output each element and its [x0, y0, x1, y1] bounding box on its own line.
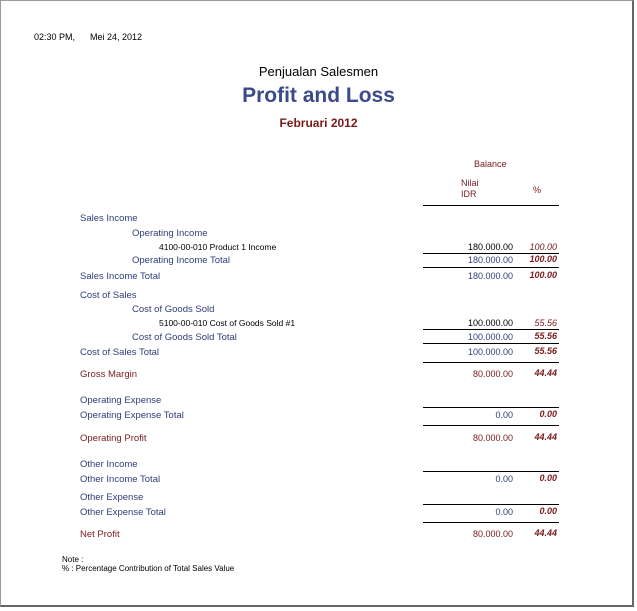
sales-income-total-pct: 100.00: [529, 270, 557, 280]
report-title: Profit and Loss: [242, 84, 395, 107]
operating-expense-heading: Operating Expense: [80, 395, 162, 406]
header-rule: [423, 205, 559, 206]
operating-income-total-pct: 100.00: [529, 254, 557, 264]
rule: [423, 504, 559, 505]
net-profit-pct: 44.44: [534, 528, 557, 538]
rule: [423, 267, 559, 268]
cost-of-sales-total-value: 100.000.00: [467, 347, 513, 357]
cost-of-sales-total-pct: 55.56: [534, 346, 557, 356]
currency-header: IDR: [461, 189, 477, 199]
rule: [423, 471, 559, 472]
nilai-header: Nilai: [461, 178, 479, 188]
operating-expense-total-value: 0.00: [495, 410, 513, 420]
cogs-total-pct: 55.56: [534, 331, 557, 341]
operating-profit-pct: 44.44: [534, 432, 557, 442]
balance-header: Balance: [474, 159, 507, 169]
net-profit-label: Net Profit: [80, 529, 120, 540]
sales-income-heading: Sales Income: [80, 213, 138, 224]
cost-of-sales-heading: Cost of Sales: [80, 290, 137, 301]
percent-header: %: [533, 185, 542, 195]
cogs-total-value: 100.000.00: [467, 332, 513, 342]
rule: [423, 343, 559, 344]
note-text: % : Percentage Contribution of Total Sales Value: [62, 564, 235, 573]
cogs1-label: 5100-00-010 Cost of Goods Sold #1: [159, 318, 296, 328]
product1-pct: 100.00: [529, 242, 557, 252]
other-expense-heading: Other Expense: [80, 492, 144, 503]
operating-income-total-label: Operating Income Total: [132, 255, 231, 266]
operating-income-total-value: 180.000.00: [467, 255, 513, 265]
company-name: Penjualan Salesmen: [258, 64, 379, 79]
cogs-heading: Cost of Goods Sold: [132, 304, 215, 315]
print-date: Mei 24, 2012: [90, 32, 143, 42]
operating-expense-total-label: Operating Expense Total: [80, 410, 184, 421]
gross-margin-label: Gross Margin: [80, 369, 138, 380]
operating-expense-total-pct: 0.00: [539, 409, 557, 419]
cost-of-sales-total-label: Cost of Sales Total: [80, 347, 160, 358]
rule: [423, 362, 559, 363]
cogs1-value: 100.000.00: [467, 318, 513, 328]
other-expense-total-label: Other Expense Total: [80, 507, 166, 518]
operating-income-heading: Operating Income: [132, 228, 208, 239]
print-time: 02:30 PM,: [34, 32, 76, 42]
other-income-total-pct: 0.00: [539, 473, 557, 483]
report-period: Februari 2012: [279, 116, 358, 130]
other-income-total-value: 0.00: [495, 474, 513, 484]
other-expense-total-pct: 0.00: [539, 506, 557, 516]
other-income-heading: Other Income: [80, 459, 138, 470]
sales-income-total-value: 180.000.00: [467, 271, 513, 281]
operating-profit-label: Operating Profit: [80, 433, 147, 444]
note-title: Note :: [62, 555, 84, 564]
cogs-total-label: Cost of Goods Sold Total: [132, 332, 237, 343]
net-profit-value: 80.000.00: [472, 529, 513, 539]
rule: [423, 425, 559, 426]
rule: [423, 329, 559, 330]
other-expense-total-value: 0.00: [495, 507, 513, 517]
cogs1-pct: 55.56: [534, 318, 557, 328]
product1-value: 180.000.00: [467, 242, 513, 252]
operating-profit-value: 80.000.00: [472, 433, 513, 443]
product1-label: 4100-00-010 Product 1 Income: [159, 242, 277, 252]
rule: [423, 522, 559, 523]
gross-margin-value: 80.000.00: [472, 369, 513, 379]
gross-margin-pct: 44.44: [534, 368, 557, 378]
other-income-total-label: Other Income Total: [80, 474, 161, 485]
rule: [423, 407, 559, 408]
sales-income-total-label: Sales Income Total: [80, 271, 161, 282]
